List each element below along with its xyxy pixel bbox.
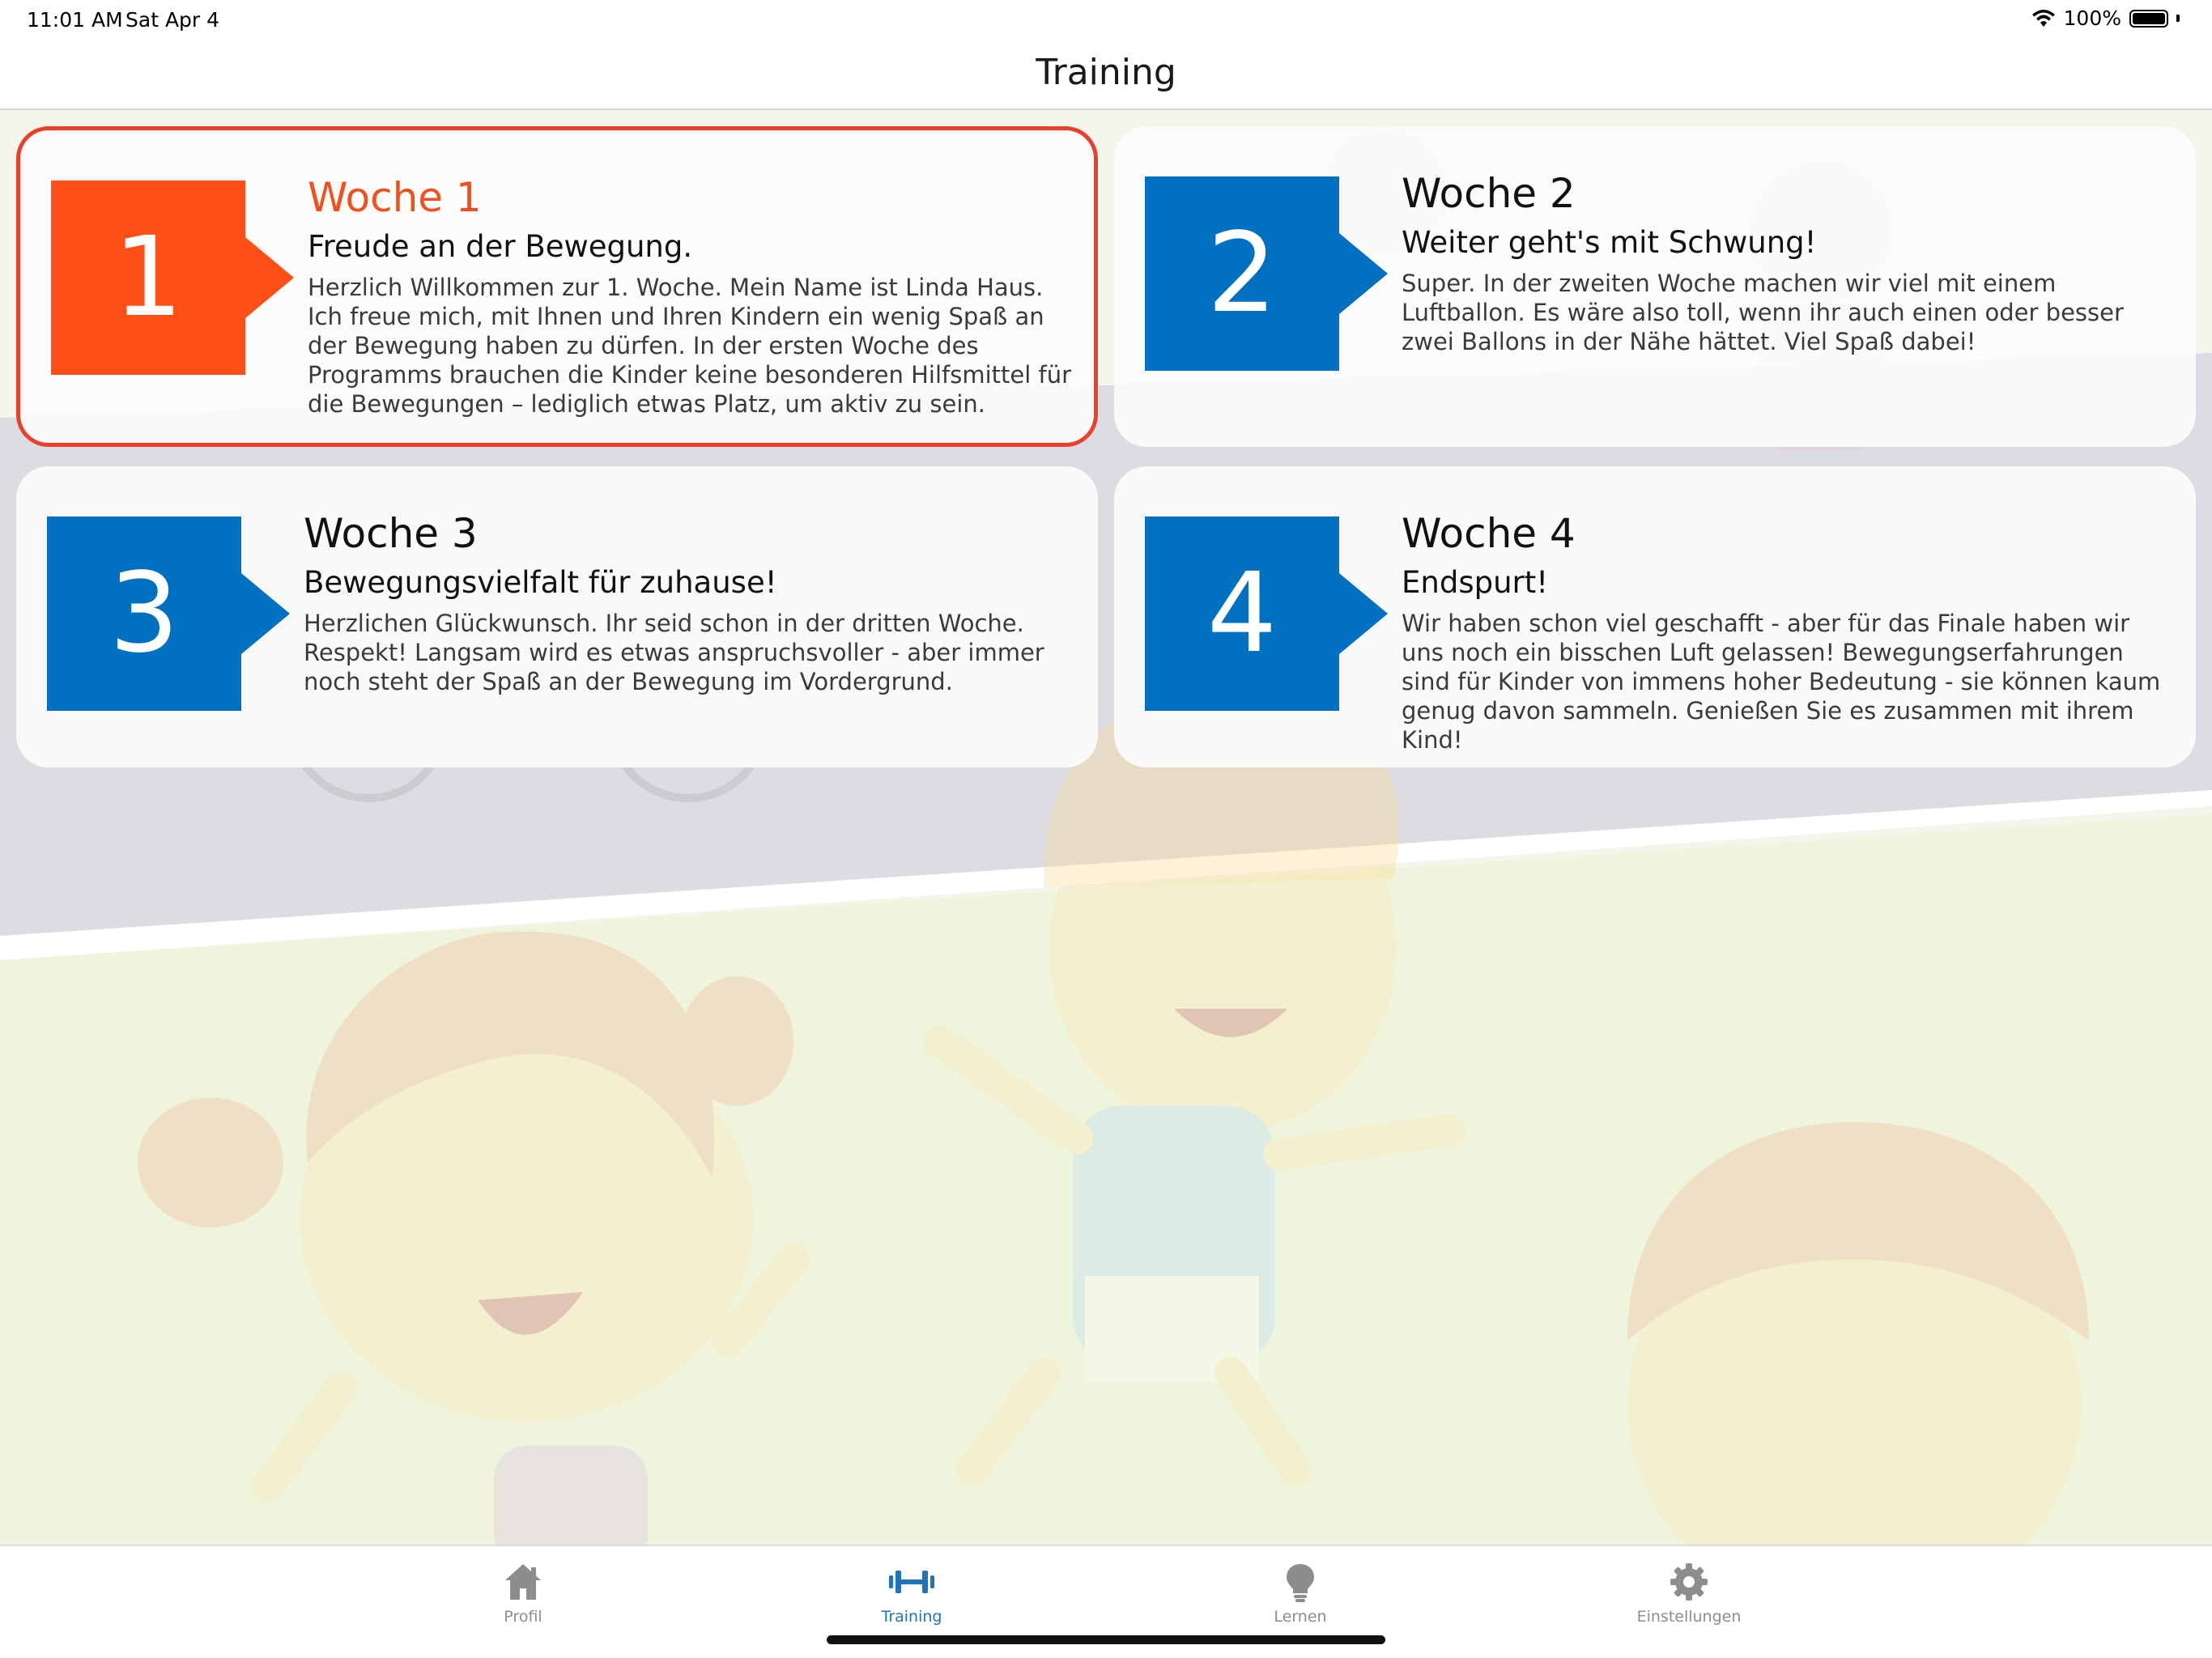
week-text: [1402, 168, 2171, 356]
week-text: [304, 508, 1073, 696]
battery-percentage: 100%: [2063, 6, 2121, 30]
house-icon: [502, 1561, 544, 1603]
dumbbell-icon: [887, 1561, 936, 1603]
week-card-2[interactable]: [1114, 126, 2196, 447]
week-subtitle: Weiter geht's mit Schwung!: [1402, 225, 1817, 260]
tab-training[interactable]: [790, 1561, 1033, 1626]
week-list: [0, 110, 2212, 1546]
week-title: Woche 2: [1402, 170, 1576, 217]
status-indicators: [2031, 6, 2180, 30]
gear-icon: [1668, 1561, 1710, 1603]
week-number: 1: [113, 214, 184, 342]
page-title: Training: [1036, 52, 1176, 93]
week-text: [308, 172, 1077, 419]
tab-label: Einstellungen: [1636, 1608, 1742, 1626]
week-title: Woche 3: [304, 510, 478, 557]
tab-label: Lernen: [1274, 1608, 1327, 1626]
battery-cap: [2176, 15, 2180, 22]
week-title: Woche 1: [308, 174, 482, 221]
status-date: Sat Apr 4: [125, 8, 220, 32]
navigation-bar: [0, 39, 2212, 110]
tab-label: Training: [881, 1608, 942, 1626]
week-text: [1402, 508, 2171, 755]
tab-profil[interactable]: [402, 1561, 644, 1626]
week-subtitle: Endspurt!: [1402, 565, 1549, 600]
week-description: Herzlichen Glückwunsch. Ihr seid schon in der dritten Woche. Respekt! Langsam wird es etwas anspruchsvoller - aber immer noch steht der Spaß an der Bewegung im Vordergrund.: [304, 610, 1044, 695]
wifi-icon: [2031, 9, 2056, 28]
week-number: 2: [1206, 210, 1278, 338]
week-description: Super. In der zweiten Woche machen wir viel mit einem Luftballon. Es wäre also toll, wenn ihr auch einen oder besser zwei Ballons in der Nähe hättet. Viel Spaß dabei!: [1402, 270, 2124, 355]
week-description: Herzlich Willkommen zur 1. Woche. Mein Name ist Linda Haus. Ich freue mich, mit Ihnen und Ihren Kindern ein wenig Spaß an der Bewegung haben zu dürfen. In der ersten Woche des Programms brauchen die Kinder keine besonderen Hilfsmittel für die Bewegungen – lediglich etwas Platz, um aktiv zu sein.: [308, 274, 1072, 418]
tab-lernen[interactable]: [1179, 1561, 1422, 1626]
lightbulb-icon: [1279, 1561, 1321, 1603]
week-title: Woche 4: [1402, 510, 1576, 557]
week-badge: [1145, 517, 1388, 711]
week-badge: [47, 517, 290, 711]
tab-label: Profil: [504, 1608, 542, 1626]
week-badge: [51, 181, 294, 375]
week-number: 4: [1206, 550, 1278, 678]
status-bar: [0, 0, 2212, 39]
week-card-1[interactable]: [16, 126, 1098, 447]
week-description: Wir haben schon viel geschafft - aber für das Finale haben wir uns noch ein bisschen Luft gelassen! Bewegungserfahrungen sind für Kinder von immens hoher Bedeutung - sie können kaum genug davon sammeln. Genießen Sie es zusammen mit ihrem Kind!: [1402, 610, 2161, 754]
battery-icon: [2129, 10, 2168, 28]
week-card-4[interactable]: [1114, 466, 2196, 767]
home-indicator[interactable]: [827, 1635, 1385, 1644]
week-subtitle: Bewegungsvielfalt für zuhause!: [304, 565, 777, 600]
week-number: 3: [108, 550, 180, 678]
status-time: 11:01 AM: [27, 8, 123, 32]
tab-einstellungen[interactable]: [1568, 1561, 1810, 1626]
week-badge: [1145, 176, 1388, 371]
week-subtitle: Freude an der Bewegung.: [308, 229, 693, 264]
week-card-3[interactable]: [16, 466, 1098, 767]
